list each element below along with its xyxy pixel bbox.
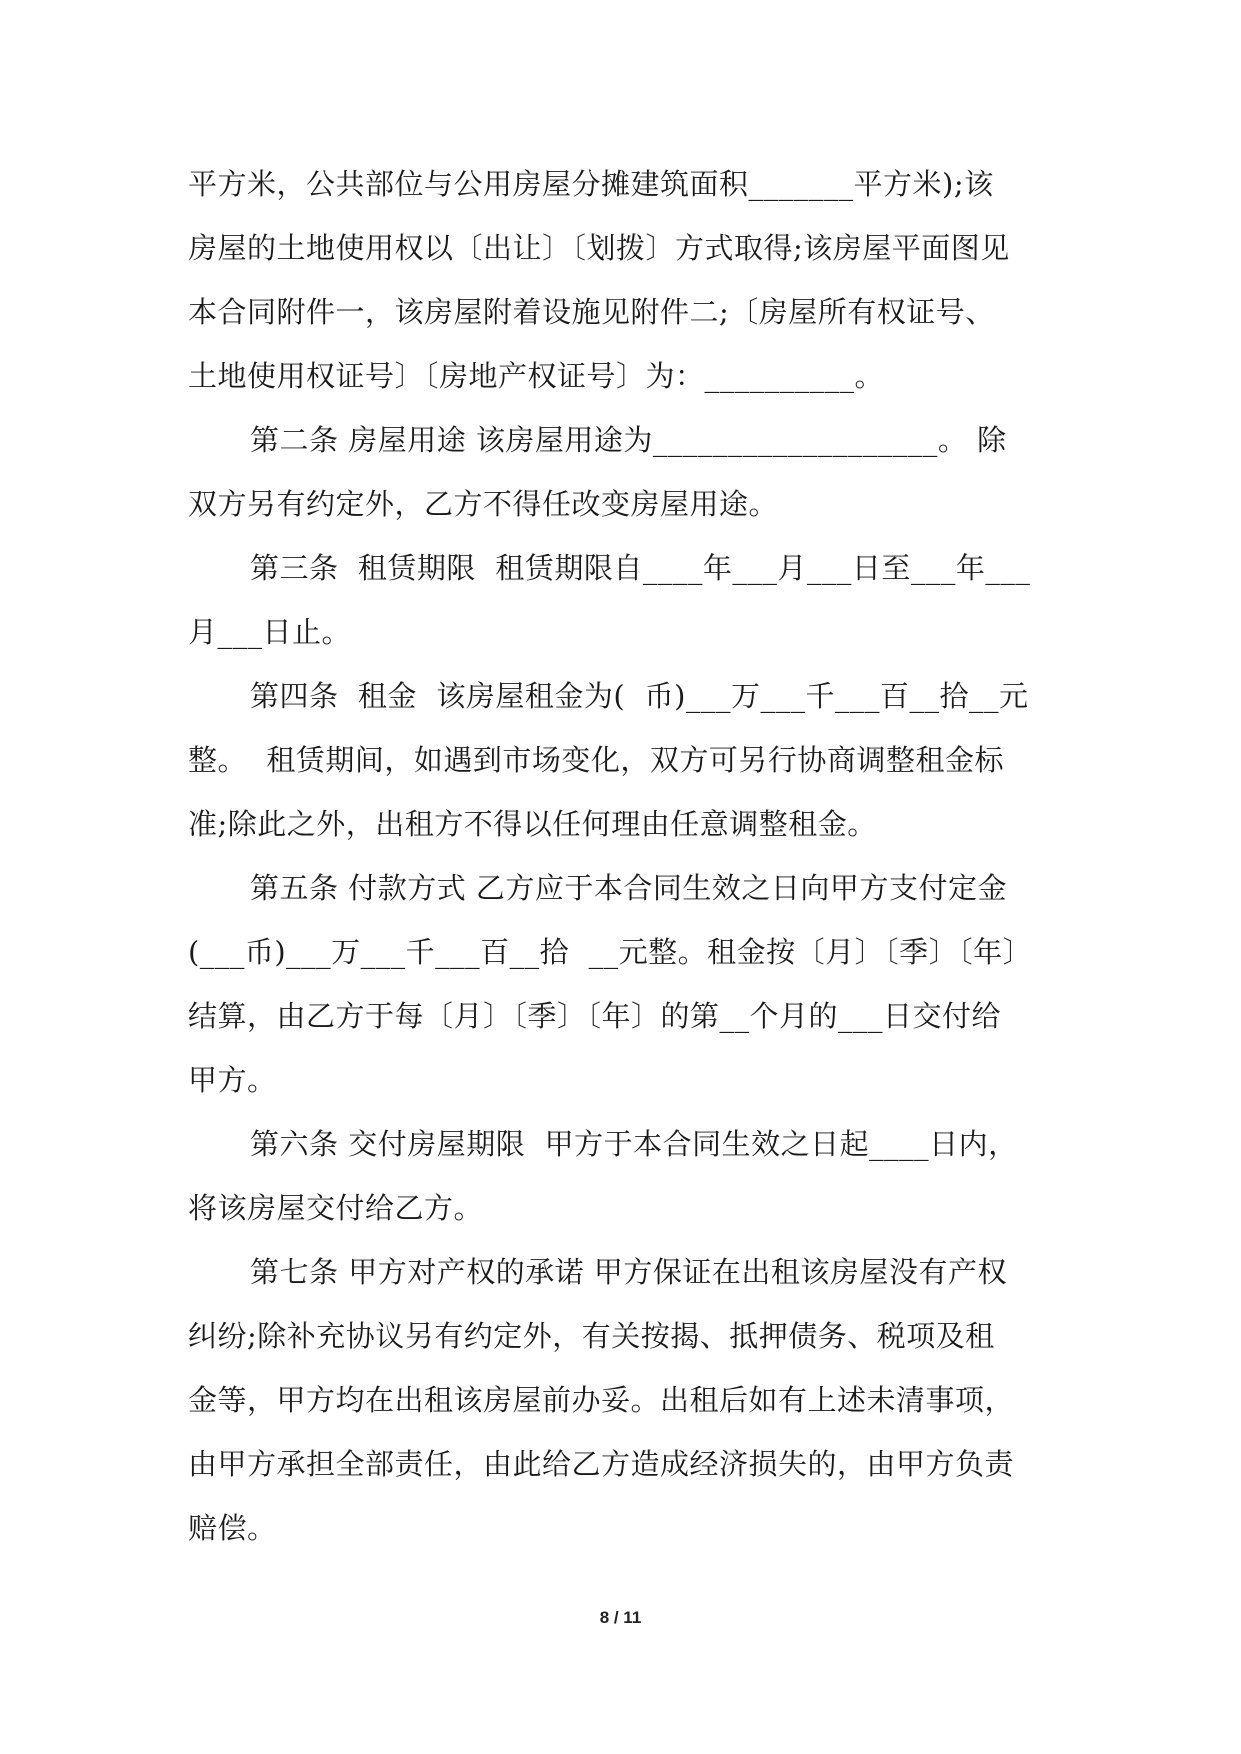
article-5-line-2: (___币)___万___千___百__拾 __元整。租金按〔月〕〔季〕〔年〕 <box>188 935 1033 969</box>
article-4-line-3: 准;除此之外，出租方不得以任何理由任意调整租金。 <box>188 807 877 841</box>
paragraph-1-line-4: 土地使用权证号〕〔房地产权证号〕为：__________。 <box>188 359 885 393</box>
article-2-line-2: 双方另有约定外，乙方不得任改变房屋用途。 <box>188 487 779 521</box>
article-7-line-2: 纠纷;除补充协议另有约定外，有关按揭、抵押债务、税项及租 <box>188 1319 995 1353</box>
article-6-line-2: 将该房屋交付给乙方。 <box>188 1191 484 1225</box>
article-5-line-3: 结算，由乙方于每〔月〕〔季〕〔年〕的第__个月的___日交付给 <box>188 999 1002 1033</box>
paragraph-1-line-2: 房屋的土地使用权以〔出让〕〔划拨〕方式取得;该房屋平面图见 <box>188 231 1010 265</box>
article-2-line-1: 第二条 房屋用途 该房屋用途为___________________。 除 <box>250 423 1007 457</box>
article-7-line-3: 金等，甲方均在出租该房屋前办妥。出租后如有上述未清事项， <box>188 1383 1015 1417</box>
article-4-line-2: 整。 租赁期间，如遇到市场变化，双方可另行协商调整租金标 <box>188 743 1004 777</box>
article-7-line-5: 赔偿。 <box>188 1511 277 1545</box>
article-5-line-1: 第五条 付款方式 乙方应于本合同生效之日向甲方支付定金 <box>250 871 1007 905</box>
article-3-line-2: 月___日止。 <box>188 615 352 649</box>
article-6-line-1: 第六条 交付房屋期限 甲方于本合同生效之日起____日内， <box>250 1127 1018 1161</box>
article-4-line-1: 第四条 租金 该房屋租金为( 币)___万___千___百__拾__元 <box>250 679 1029 713</box>
article-7-line-1: 第七条 甲方对产权的承诺 甲方保证在出租该房屋没有产权 <box>250 1255 1007 1289</box>
article-5-line-4: 甲方。 <box>188 1063 277 1097</box>
article-7-line-4: 由甲方承担全部责任，由此给乙方造成经济损失的，由甲方负责 <box>188 1447 1015 1481</box>
paragraph-1-line-1: 平方米，公共部位与公用房屋分摊建筑面积_______平方米);该 <box>188 167 994 201</box>
page-number: 8 / 11 <box>599 1608 642 1627</box>
paragraph-1-line-3: 本合同附件一，该房屋附着设施见附件二;〔房屋所有权证号、 <box>188 295 995 329</box>
article-3-line-1: 第三条 租赁期限 租赁期限自____年___月___日至___年___ <box>250 551 1031 585</box>
